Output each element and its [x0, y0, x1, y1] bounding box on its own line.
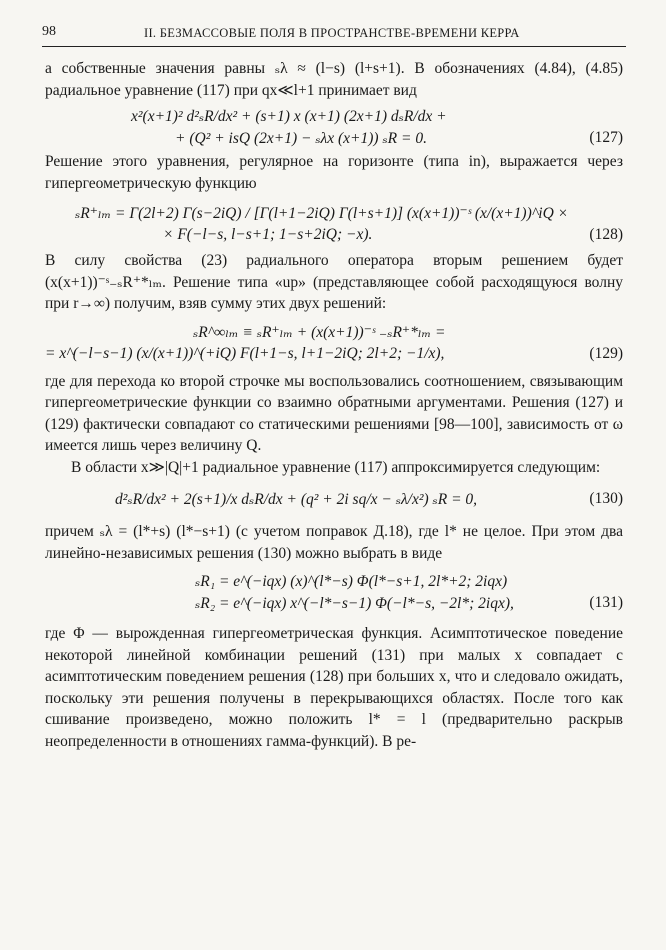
equation-131-line-2	[195, 594, 623, 613]
equation-128-line-2	[163, 226, 623, 244]
equation-128-line-2-body: × F(−l−s, l−s+1; 1−s+2iQ; −x).	[163, 226, 373, 243]
equation-127-line-2-body: + (Q² + isQ (2x+1) − ₛλx (x+1)) ₛR = 0.	[175, 130, 427, 147]
page-number: 98	[42, 24, 56, 39]
equation-129-line-1: ₛR^∞ₗₘ ≡ ₛR⁺ₗₘ + (x(x+1))⁻ˢ ₋ₛR⁺*ₗₘ =	[193, 323, 446, 341]
equation-number-130: (130)	[589, 490, 623, 507]
equation-127-line-1: x²(x+1)² d²ₛR/dx² + (s+1) x (x+1) (2x+1) dₛR/dx +	[131, 108, 447, 125]
running-title: II. БЕЗМАССОВЫЕ ПОЛЯ В ПРОСТРАНСТВЕ-ВРЕМЕНИ КЕРРА	[144, 26, 520, 40]
equation-131-line-2-body: ₛR₂ = e^(−iqx) x^(−l*−s−1) Φ(−l*−s, −2l*; 2iqx),	[195, 595, 514, 612]
equation-127-line-2	[175, 129, 623, 148]
equation-129-line-2-body: = x^(−l−s−1) (x/(x+1))^(+iQ) F(l+1−s, l+1−2iQ; 2l+2; −1/x),	[45, 344, 445, 362]
paragraph-6: причем ₛλ = (l*+s) (l*−s+1) (с учетом поправок Д.18), где l* не целое. При этом два линейно-независимых решения (130) можно выбрать в виде	[45, 523, 623, 562]
equation-129-line-2	[45, 345, 623, 363]
page-header	[42, 22, 626, 47]
equation-number-128: (128)	[589, 226, 623, 243]
paragraph-1: а собственные значения равны ₛλ ≈ (l−s) (l+s+1). В обозначениях (4.84), (4.85) радиальное уравнение (117) при qx≪l+1 принимает вид	[45, 60, 623, 99]
equation-128-line-1: ₛR⁺ₗₘ = Γ(2l+2) Γ(s−2iQ) / [Γ(l+1−2iQ) Γ(l+s+1)] (x(x+1))⁻ˢ (x/(x+1))^iQ ×	[75, 205, 569, 222]
paragraph-2: Решение этого уравнения, регулярное на горизонте (типа in), выражается через гипергеометрическую функцию	[45, 153, 623, 192]
paragraph-5: В области x≫|Q|+1 радиальное уравнение (117) аппроксимируется следующим:	[71, 458, 601, 476]
equation-130	[115, 490, 623, 509]
paragraph-3: В силу свойства (23) радиального оператора вторым решением будет (x(x+1))⁻ˢ₋ₛR⁺*ₗₘ. Решение типа «up» (представляющее собой расходящуюся волну при r→∞) получим, взяв сумму этих двух решений:	[45, 252, 623, 312]
paragraph-4: где для перехода ко второй строчке мы воспользовались соотношением, связывающим гипергеометрические функции со взаимно обратными аргументами. Решения (127) и (129) фактически совпадают со статическими решениями [98—100], зависимость от ω имеется лишь через величину Q.	[45, 372, 623, 454]
paragraph-7: где Φ — вырожденная гипергеометрическая функция. Асимптотическое поведение некоторой линейной комбинации решений (131) при малых x совпадает с асимптотическим поведением решения (128) при больших x, что и следовало ожидать, поскольку эти решения получены в перекрывающихся областях. После того как сшивание произведено, можно положить l* = l (предварительно раскрыв неопределенности в отношениях гамма-функций). В ре-	[45, 625, 623, 750]
equation-131-line-1: ₛR₁ = e^(−iqx) (x)^(l*−s) Φ(l*−s+1, 2l*+2; 2iqx)	[195, 573, 508, 590]
equation-number-131: (131)	[589, 594, 623, 611]
equation-number-127: (127)	[589, 129, 623, 146]
equation-number-129: (129)	[589, 344, 623, 362]
equation-130-body: d²ₛR/dx² + 2(s+1)/x dₛR/dx + (q² + 2i sq/x − ₛλ/x²) ₛR = 0,	[115, 491, 478, 508]
page-body	[45, 58, 623, 752]
